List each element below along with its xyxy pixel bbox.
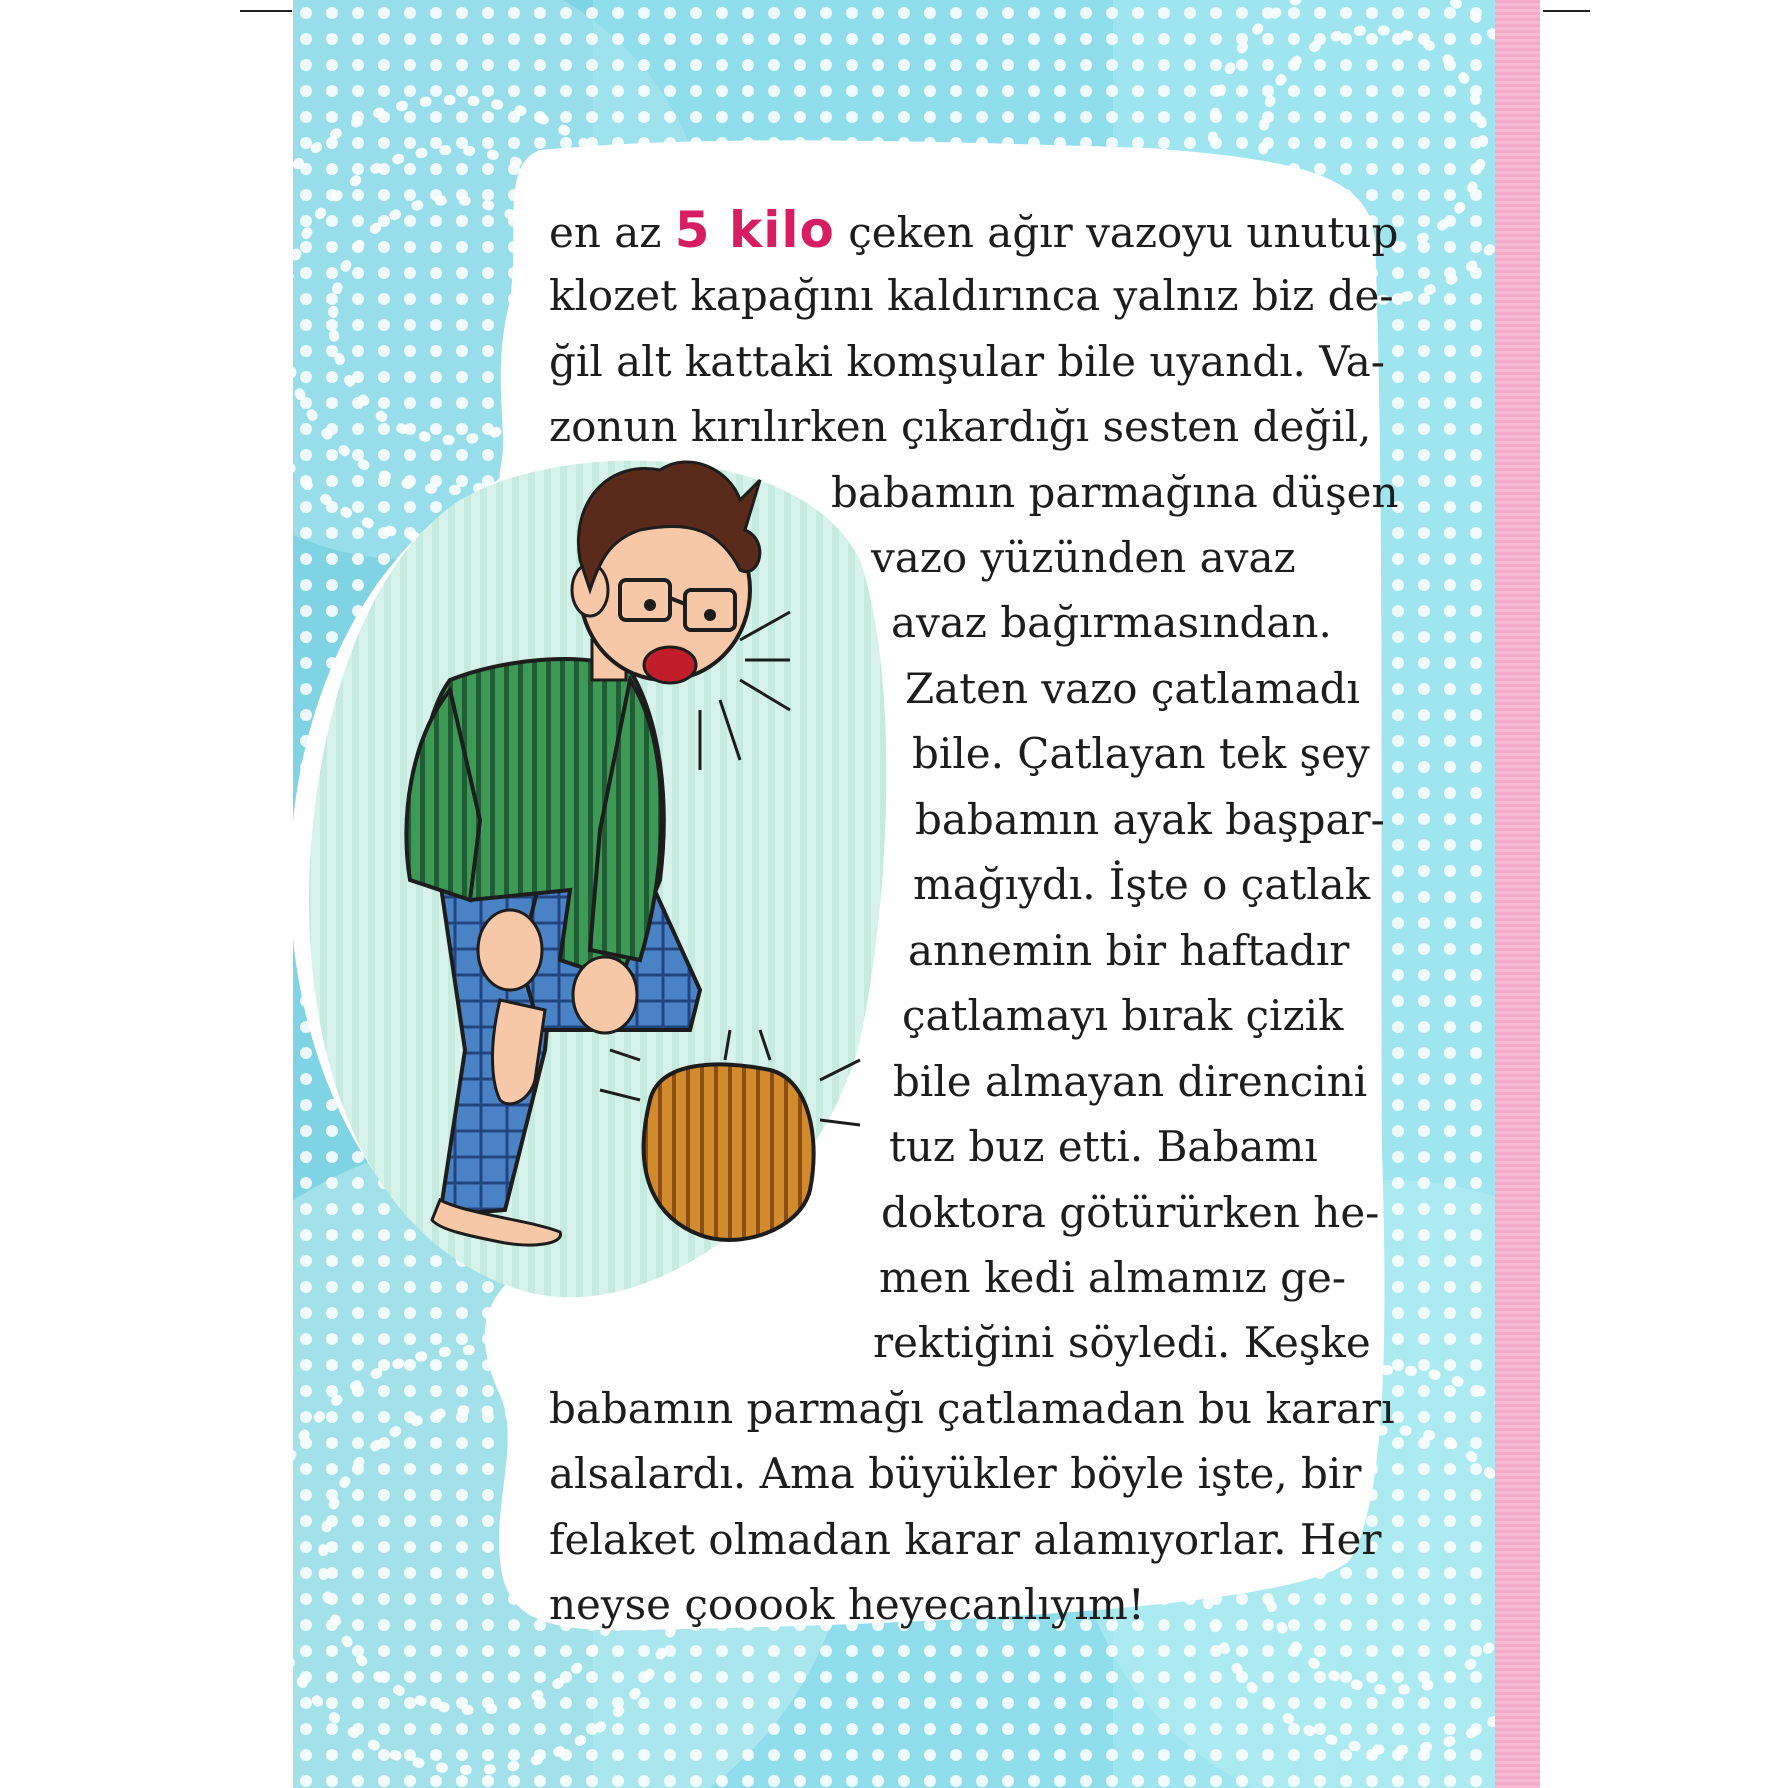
text-line: çatlamayı bırak çizik <box>902 991 1344 1040</box>
text-line: babamın parmağına düşen <box>831 468 1399 517</box>
text-line: Zaten vazo çatlamadı <box>905 664 1360 713</box>
text-line: rektiğini söyledi. Keşke <box>873 1318 1371 1367</box>
text-line: avaz bağırmasından. <box>891 598 1332 647</box>
text-line: men kedi almamız ge- <box>879 1253 1347 1302</box>
text-line: babamın ayak başpar- <box>915 795 1385 844</box>
text-line: bile almayan direncini <box>893 1057 1368 1106</box>
text-line: tuz buz etti. Babamı <box>889 1122 1318 1171</box>
text-line: annemin bir haftadır <box>908 926 1350 975</box>
text-line: alsalardı. Ama büyükler böyle işte, bir <box>549 1449 1362 1498</box>
text-line: mağıydı. İşte o çatlak <box>913 860 1371 909</box>
text-line: doktora götürürken he- <box>881 1188 1380 1237</box>
text-line: felaket olmadan karar alamıyorlar. Her <box>549 1515 1382 1564</box>
text-line: neyse çooook heyecanlıyım! <box>549 1580 1145 1629</box>
text-line <box>549 198 1398 266</box>
text-line: babamın parmağı çatlamadan bu kararı <box>549 1384 1395 1433</box>
text-line: zonun kırılırken çıkardığı sesten değil, <box>549 402 1372 451</box>
text-fragment: en az <box>549 208 675 257</box>
text-fragment: çeken ağır vazoyu unutup <box>834 208 1399 257</box>
text-line: ğil alt kattaki komşular bile uyandı. Va- <box>549 337 1385 386</box>
text-line: klozet kapağını kaldırınca yalnız biz de- <box>549 271 1394 320</box>
text-line: vazo yüzünden avaz <box>871 533 1296 582</box>
highlight-5-kilo: 5 kilo <box>674 201 835 259</box>
text-line: bile. Çatlayan tek şey <box>912 729 1370 778</box>
